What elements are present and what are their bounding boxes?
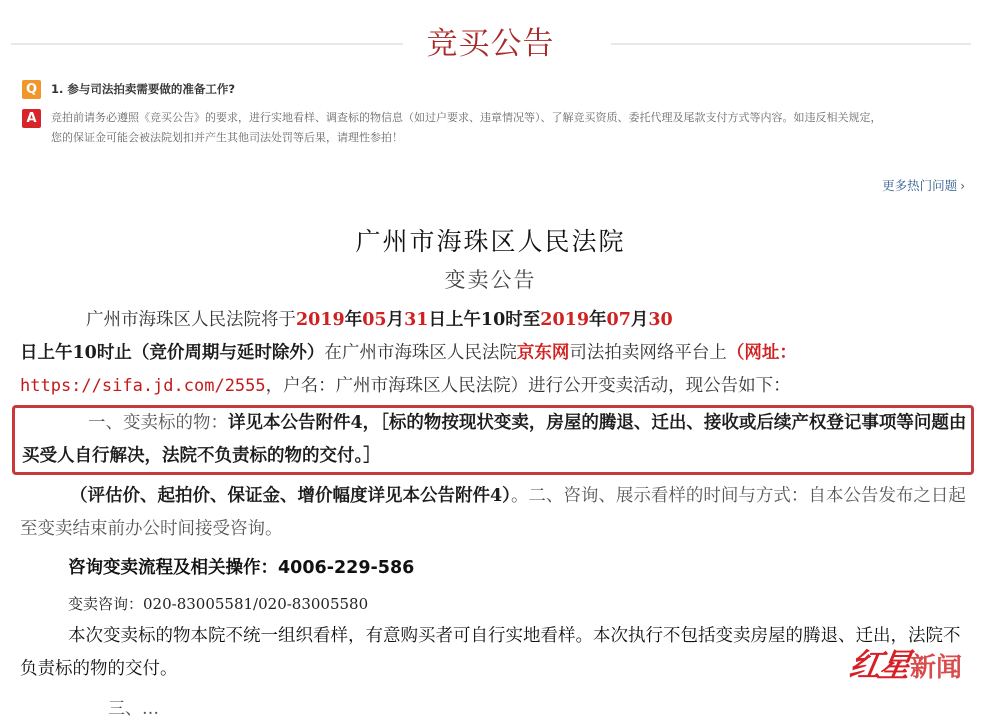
notice-paragraph-subject	[22, 407, 967, 473]
chevron-right-icon: ›	[960, 179, 965, 193]
court-name: 广州市海珠区人民法院	[355, 227, 626, 256]
start-month: 05	[362, 310, 387, 330]
watermark-brand-news: 新闻	[910, 653, 963, 683]
section-title: 竞买公告	[426, 26, 555, 62]
platform-name: 京东网	[516, 343, 570, 363]
start-year: 2019	[296, 310, 345, 330]
faq-answer-line-1: 竞拍前请务必遵照《竞买公告》的要求，进行实地看样、调查标的物信息（如过户要求、违章情况等）、了解竞买资质、委托代理及尾款支付方式等内容。如违反相关规定，	[51, 111, 882, 124]
end-day: 30	[648, 310, 673, 330]
end-year: 2019	[540, 310, 590, 330]
start-day: 31	[404, 310, 429, 330]
faq-answer-row	[22, 109, 972, 148]
notice-paragraph-partial: 三、…	[108, 699, 159, 719]
watermark-brand-script: 红星	[846, 646, 912, 684]
more-link-label: 更多热门问题	[882, 178, 958, 193]
auction-url-link[interactable]: https://sifa.jd.com/2555	[20, 376, 266, 396]
notice-paragraph-1: 广州市海珠区人民法院将于2019年05月31日上午10时至2019年07月30日上午10时止（竞价周期与延时除外）在广州市海珠区人民法院京东网司法拍卖网络平台上（网址： https://sifa.jd.com/2555，户名：广州市海珠区人民法院）进行公开变卖活动，现公告如下：	[20, 310, 797, 396]
hongxing-news-watermark	[846, 640, 963, 686]
faq-question: 1. 参与司法拍卖需要做的准备工作?	[51, 82, 236, 96]
notice-subtitle: 变卖公告	[444, 268, 537, 292]
answer-badge-icon: A	[22, 109, 41, 128]
faq-answer-line-2: 您的保证金可能会被法院划扣并产生其他司法处罚等后果，请理性参拍！	[51, 131, 403, 144]
consult-phone-numbers: 变卖咨询：020-83005581/020-83005580	[68, 595, 369, 613]
subject-content: 详见本公告附件4，［标的物按现状变卖，房屋的腾退、迁出、接收或后续产权登记事项等问题由买受人自行解决，法院不负责标的物的交付。］	[22, 413, 967, 466]
more-hot-questions-link[interactable]	[882, 176, 965, 194]
section-header	[0, 10, 981, 60]
end-month: 07	[606, 310, 631, 330]
notice-paragraph-viewing: 本次变卖标的物本院不统一组织看样，有意购买者可自行实地看样。本次执行不包括变卖房屋的腾退、迁出，法院不负责标的物的交付。	[20, 626, 961, 679]
subject-label: 一、变卖标的物：	[88, 413, 228, 433]
faq-block	[22, 80, 972, 148]
faq-answer	[51, 108, 971, 148]
consult-hotline-heading: 咨询变卖流程及相关操作：4006-229-586	[68, 558, 415, 578]
notice-paragraph-consult: （评估价、起拍价、保证金、增价幅度详见本公告附件4）。二、咨询、展示看样的时间与方式：自本公告发布之日起至变卖结束前办公时间接受咨询。	[20, 486, 966, 539]
question-badge-icon: Q	[22, 80, 41, 99]
faq-question-row	[22, 80, 972, 99]
